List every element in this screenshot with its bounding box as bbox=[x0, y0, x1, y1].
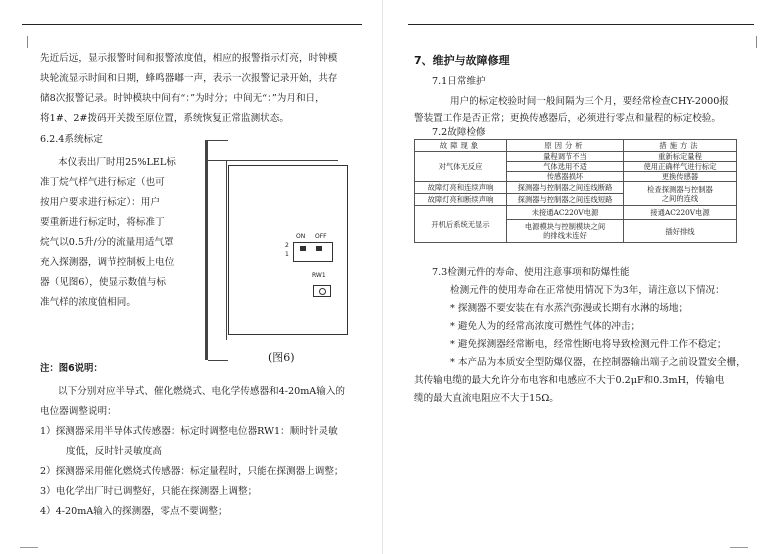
body-line: * 避免人为的经常高浓度可燃性气体的冲击； bbox=[450, 321, 641, 332]
body-line: 先近后远，显示报警时间和报警浓度值，相应的报警指示灯亮，时钟模 bbox=[40, 53, 338, 64]
table-header: 原因分析 bbox=[507, 140, 624, 152]
note-line: 1）探测器采用半导体式传感器：标定时调整电位器RW1：顺时针灵敏 bbox=[40, 426, 338, 437]
right-page-rule bbox=[408, 24, 754, 25]
body-line: 储8次报警记录。时钟模块中间有“：”为时分；中间无“：”为月和日， bbox=[40, 93, 325, 104]
table-cell-fault: 故障灯亮和断续声响 bbox=[415, 194, 507, 206]
note-line: 度低，反时针灵敏度高 bbox=[66, 446, 162, 457]
body-line: 块轮流显示时间和日期，蜂鸣器嘟一声，表示一次报警记录开始，共存 bbox=[40, 73, 338, 84]
crop-mark bbox=[756, 36, 757, 48]
crop-mark bbox=[730, 547, 748, 548]
body-line: 其传输电缆的最大允许分布电容和电感应不大于0.2μF和0.3mH，传输电 bbox=[414, 375, 725, 386]
body-line: 警装置工作是否正常；更换传感器后，必须进行零点和量程的标定校验。 bbox=[414, 113, 721, 124]
table-fix-line: 之间的连线 bbox=[661, 193, 699, 203]
table-cell-cause: 气体选用不适 bbox=[507, 162, 624, 172]
fault-table bbox=[414, 139, 737, 243]
section-title: 7.1日常维护 bbox=[432, 76, 486, 87]
figure-caption: (图6) bbox=[268, 351, 295, 364]
note-line: 2）探测器采用催化燃烧式传感器：标定量程时，只能在探测器上调整； bbox=[40, 466, 344, 477]
section-title: 6.2.4系统标定 bbox=[40, 134, 103, 145]
body-line: 缆的最大直流电阻应不大于15Ω。 bbox=[414, 393, 559, 404]
calib-line: 准丁烷气样气进行标定（也可 bbox=[40, 177, 165, 188]
rw1-label: RW1 bbox=[312, 272, 326, 279]
table-cell-cause: 探测器与控制器之间连线短路 bbox=[507, 194, 624, 206]
body-line: 将1#、2#拨码开关拨至原位置，系统恢复正常监测状态。 bbox=[40, 113, 289, 124]
device-edge bbox=[208, 360, 228, 361]
section-title: 7.3检测元件的寿命、使用注意事项和防爆性能 bbox=[432, 267, 630, 278]
device-side bbox=[205, 140, 208, 360]
body-line: 用户的标定校验时间一般间隔为三个月，要经常检查CHY-2000报 bbox=[450, 96, 729, 107]
device-edge bbox=[226, 160, 227, 340]
table-cell-fix: 更换传感器 bbox=[624, 172, 737, 182]
table-row bbox=[415, 152, 737, 162]
body-line: 检测元件的使用寿命在正常使用情况下为3年，请注意以下情况： bbox=[450, 285, 725, 296]
table-cell-cause: 未接通AC220V电源 bbox=[507, 206, 624, 220]
device-edge bbox=[208, 160, 338, 161]
note-line: 以下分别对应半导式、催化燃烧式、电化学传感器和4-20mA输入的 bbox=[58, 386, 346, 397]
note-line: 3）电化学出厂时已调整好，只能在探测器上调整； bbox=[40, 486, 258, 497]
calib-line: 本仪表出厂时用25%LEL标 bbox=[58, 157, 176, 168]
table-cell-cause: 探测器与控制器之间连线断路 bbox=[507, 182, 624, 194]
table-cell-fix: 插好排线 bbox=[624, 220, 737, 243]
calib-line: 要重新进行标定时，将标准丁 bbox=[40, 217, 165, 228]
calib-line: 准气样的浓度值相同。 bbox=[40, 297, 136, 308]
body-line: * 避免探测器经常断电，经常性断电将导致检测元件工作不稳定； bbox=[450, 339, 727, 350]
switch-number: 2 bbox=[285, 242, 289, 249]
device-edge bbox=[208, 140, 228, 141]
note-line: 电位器调整说明： bbox=[40, 406, 117, 417]
table-cell-cause: 传感器损坏 bbox=[507, 172, 624, 182]
table-cell-fault: 故障灯亮和连续声响 bbox=[415, 182, 507, 194]
table-header: 措施方法 bbox=[624, 140, 737, 152]
table-cell-fix: 接通AC220V电源 bbox=[624, 206, 737, 220]
table-row bbox=[415, 182, 737, 194]
page-spine bbox=[382, 0, 383, 554]
switch-off-label: OFF bbox=[315, 233, 327, 240]
note-line: 4）4-20mA输入的探测器，零点不要调整； bbox=[40, 506, 228, 517]
table-cause-line: 电源模块与控制模块之间 bbox=[524, 222, 606, 231]
switch-on-label: ON bbox=[296, 233, 306, 240]
table-cell-fix: 使用正确样气进行标定 bbox=[624, 162, 737, 172]
note-title: 注：图6说明： bbox=[40, 363, 103, 374]
calib-line: 烷气以0.5升/分的流量用适气罩 bbox=[40, 237, 174, 248]
table-row bbox=[415, 206, 737, 220]
switch-knob bbox=[316, 246, 322, 251]
potentiometer-dot bbox=[319, 288, 326, 295]
table-cell-fix: 重新标定量程 bbox=[624, 152, 737, 162]
switch-number: 1 bbox=[285, 251, 289, 258]
table-cell-cause: 量程调节不当 bbox=[507, 152, 624, 162]
body-line: * 探测器不要安装在有水蒸汽弥漫或长期有水淋的场地； bbox=[450, 303, 689, 314]
potentiometer-rw1 bbox=[313, 285, 331, 297]
table-cell-fault: 开机后系统无显示 bbox=[415, 206, 507, 243]
table-header-row bbox=[415, 140, 737, 152]
table-cause-line: 的排线未连好 bbox=[543, 231, 587, 240]
left-page-rule bbox=[22, 24, 362, 25]
table-fix-line: 检查探测器与控制器 bbox=[647, 184, 713, 194]
dip-switch bbox=[293, 242, 333, 262]
table-header: 故障现象 bbox=[415, 140, 507, 152]
calib-line: 器（见图6），使显示数值与标 bbox=[40, 277, 167, 288]
table-cell-cause bbox=[507, 220, 624, 243]
calib-line: 按用户要求进行标定）：用户 bbox=[40, 197, 160, 208]
body-line: * 本产品为本质安全型防爆仪器，在控制器输出端子之前设置安全栅， bbox=[450, 357, 746, 368]
switch-knob bbox=[300, 246, 306, 251]
section-title: 7.2故障检修 bbox=[432, 127, 486, 138]
chapter-title: 7、维护与故障修理 bbox=[414, 54, 510, 67]
calib-line: 充入探测器，调节控制板上电位 bbox=[40, 257, 175, 268]
table-cell-fault: 对气体无反应 bbox=[415, 152, 507, 182]
table-cell-fix bbox=[624, 182, 737, 206]
crop-mark bbox=[20, 547, 38, 548]
crop-mark bbox=[27, 36, 28, 48]
